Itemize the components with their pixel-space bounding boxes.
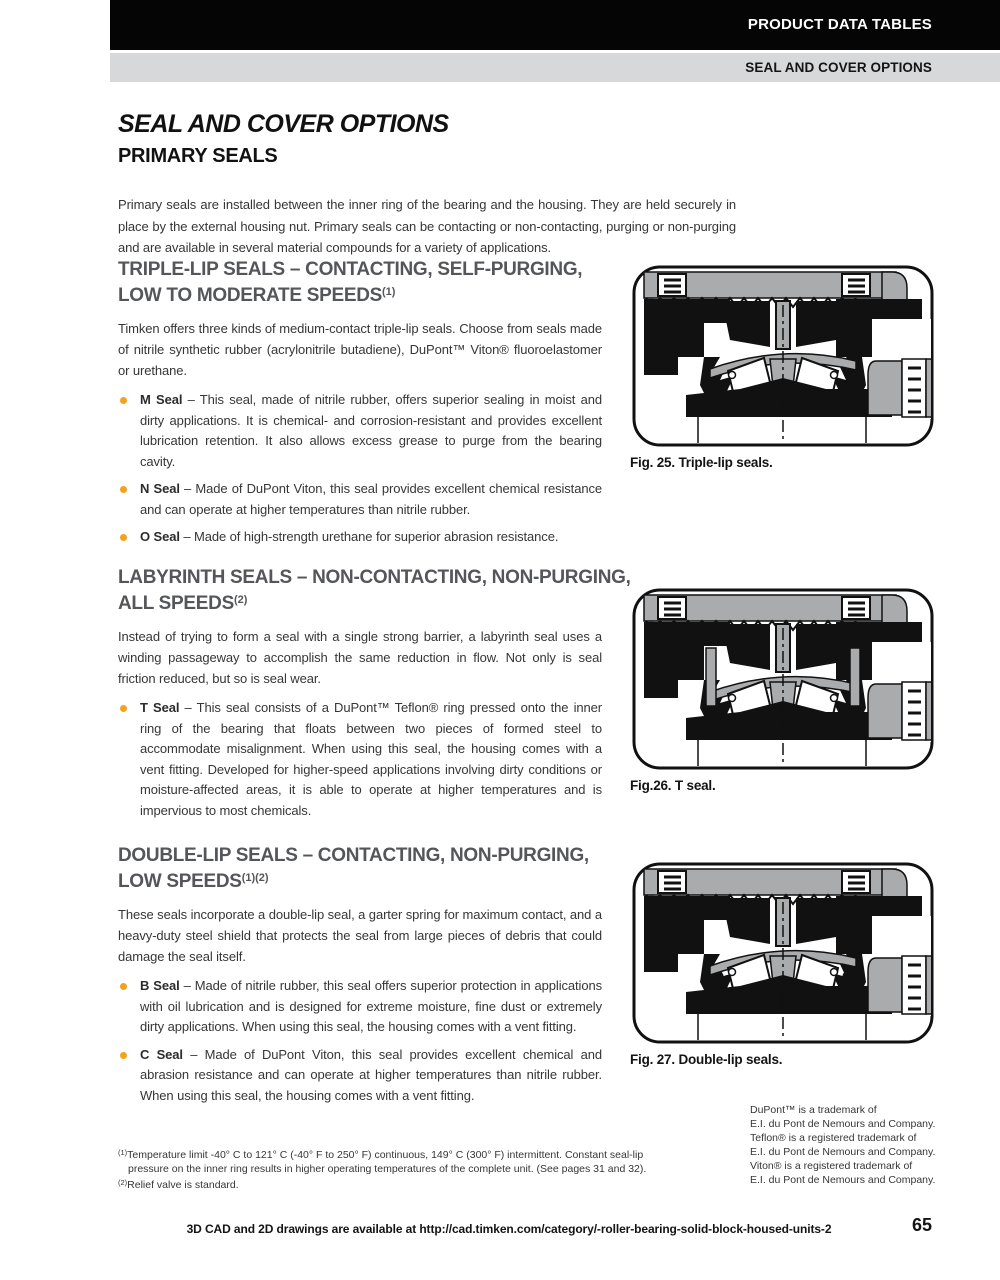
subheader-label: SEAL AND COVER OPTIONS [745, 60, 932, 75]
header-label: PRODUCT DATA TABLES [747, 16, 932, 33]
seal-list [118, 390, 602, 548]
figure-caption: Fig. 25. Triple-lip seals. [630, 455, 773, 470]
footnote-1: $^{(1)}$Temperature limit -40° C to 121° C (-40° F to 250° F) continuous, 149° C (300° F) intermittent. Constant seal-lip pressure on the inner ring results in higher operating temperatures of the complete unit. (See pages 31 and 32). [118, 1148, 647, 1175]
list-item: N Seal – Made of DuPont Viton, this seal provides excellent chemical resistance and can operate at higher temperatures than nitrile rubber. [118, 479, 602, 520]
section-heading: LABYRINTH SEALS – NON-CONTACTING, NON-PURGING, ALL SPEEDS$^{(2)}$ [118, 567, 631, 614]
footnote-ref: (2) [233, 594, 248, 606]
bullet-icon [120, 1052, 127, 1059]
page-number: 65 [911, 1215, 932, 1235]
section-body: Timken offers three kinds of medium-contact triple-lip seals. Choose from seals made of nitrile synthetic rubber (acrylonitrile butadiene), DuPont™ Viton® fluoroelastomer or urethane. [118, 321, 602, 378]
section-heading: DOUBLE-LIP SEALS – CONTACTING, NON-PURGING, LOW $SPEEDS^{(1)(2)}$ [118, 845, 589, 892]
footnotes [118, 1146, 680, 1193]
trademark-notices: DuPont™ is a trademark of E.I. du Pont de Nemours and Company. Teflon® is a registered trademark of E.I. du Pont de Nemours and Company. Viton® is a registered trademark of E.I. du Pont de Nemours and Company. [750, 1104, 936, 1186]
section-double-lip-seals [118, 844, 602, 1113]
bullet-icon [120, 983, 127, 990]
section-body: These seals incorporate a double-lip seal, a garter spring for maximum contact, and a heavy-duty steel shield that protects the seal from large pieces of debris that could damage the seal itself. [118, 907, 602, 964]
bearing-cross-section-drawing [630, 586, 936, 772]
footer-note: 3D CAD and 2D drawings are available at http://cad.timken.com/category/-roller-bearing-solid-block-housed-units-2 [186, 1222, 832, 1236]
intro-paragraph: Primary seals are installed between the inner ring of the bearing and the housing. They are held securely in place by the external housing nut. Primary seals can be contacting or non-contacting, purging or non-purging and are available in several material compounds for a variety of applications. [118, 197, 736, 255]
list-item: M Seal – This seal, made of nitrile rubber, offers superior sealing in moist and dirty applications. It is chemical- and corrosion-resistant and provides excellent lubrication retention. It also allows excess grease to purge from the bearing cavity. [118, 390, 602, 472]
bullet-icon [120, 486, 127, 493]
seal-list [118, 976, 602, 1106]
list-item: C Seal – Made of DuPont Viton, this seal provides excellent chemical and abrasion resistance and can operate at higher temperatures than nitrile rubber. When using this seal, the housing comes with a vent fitting. [118, 1045, 602, 1107]
bullet-icon [120, 705, 127, 712]
subheader-bar [110, 53, 1000, 82]
bearing-cross-section-drawing [630, 860, 936, 1046]
page-subtitle: PRIMARY SEALS [118, 145, 278, 167]
page-title: SEAL AND COVER OPTIONS [118, 110, 449, 138]
figure-t-seal [630, 586, 936, 793]
figure-caption: Fig.26. T seal. [630, 778, 716, 793]
bullet-icon [120, 397, 127, 404]
section-triple-lip-seals [118, 258, 602, 555]
section-labyrinth-seals [118, 566, 631, 828]
header-bar [110, 0, 1000, 50]
footnote-2: $^{(2)}$Relief valve is standard. [118, 1178, 239, 1191]
list-item: T Seal – This seal consists of a DuPont™ Teflon® ring pressed onto the inner ring of the bearing that floats between two pieces of formed steel to accommodate misalignment. When using this seal, the housing comes with a vent fitting. Developed for higher-speed applications involving dirty conditions or moisture-affected areas, it is able to operate at higher temperatures and is impervious to most chemicals. [118, 698, 602, 821]
bearing-cross-section-drawing [630, 263, 936, 449]
section-body: Instead of trying to form a seal with a single strong barrier, a labyrinth seal uses a winding passageway to accomplish the same reduction in flow. Not only is seal friction reduced, but so is seal wear. [118, 629, 602, 686]
footnote-ref: (1)(2) [241, 872, 269, 884]
section-heading: TRIPLE-LIP SEALS – CONTACTING, SELF-PURGING, LOW TO MODERATE SPEEDS$^{(1)}$ [118, 259, 583, 306]
list-item: O Seal – Made of high-strength urethane for superior abrasion resistance. [118, 527, 602, 548]
figure-caption: Fig. 27. Double-lip seals. [630, 1052, 783, 1067]
figure-double-lip-seals [630, 860, 936, 1067]
bullet-icon [120, 534, 127, 541]
seal-list [118, 698, 602, 821]
list-item: B Seal – Made of nitrile rubber, this seal offers superior protection in applications with oil lubrication and is designed for extreme moisture, fine dust or extremely dirty applications. When using this seal, the housing comes with a vent fitting. [118, 976, 602, 1038]
figure-triple-lip-seals [630, 263, 936, 470]
footnote-ref: (1) [382, 286, 396, 298]
